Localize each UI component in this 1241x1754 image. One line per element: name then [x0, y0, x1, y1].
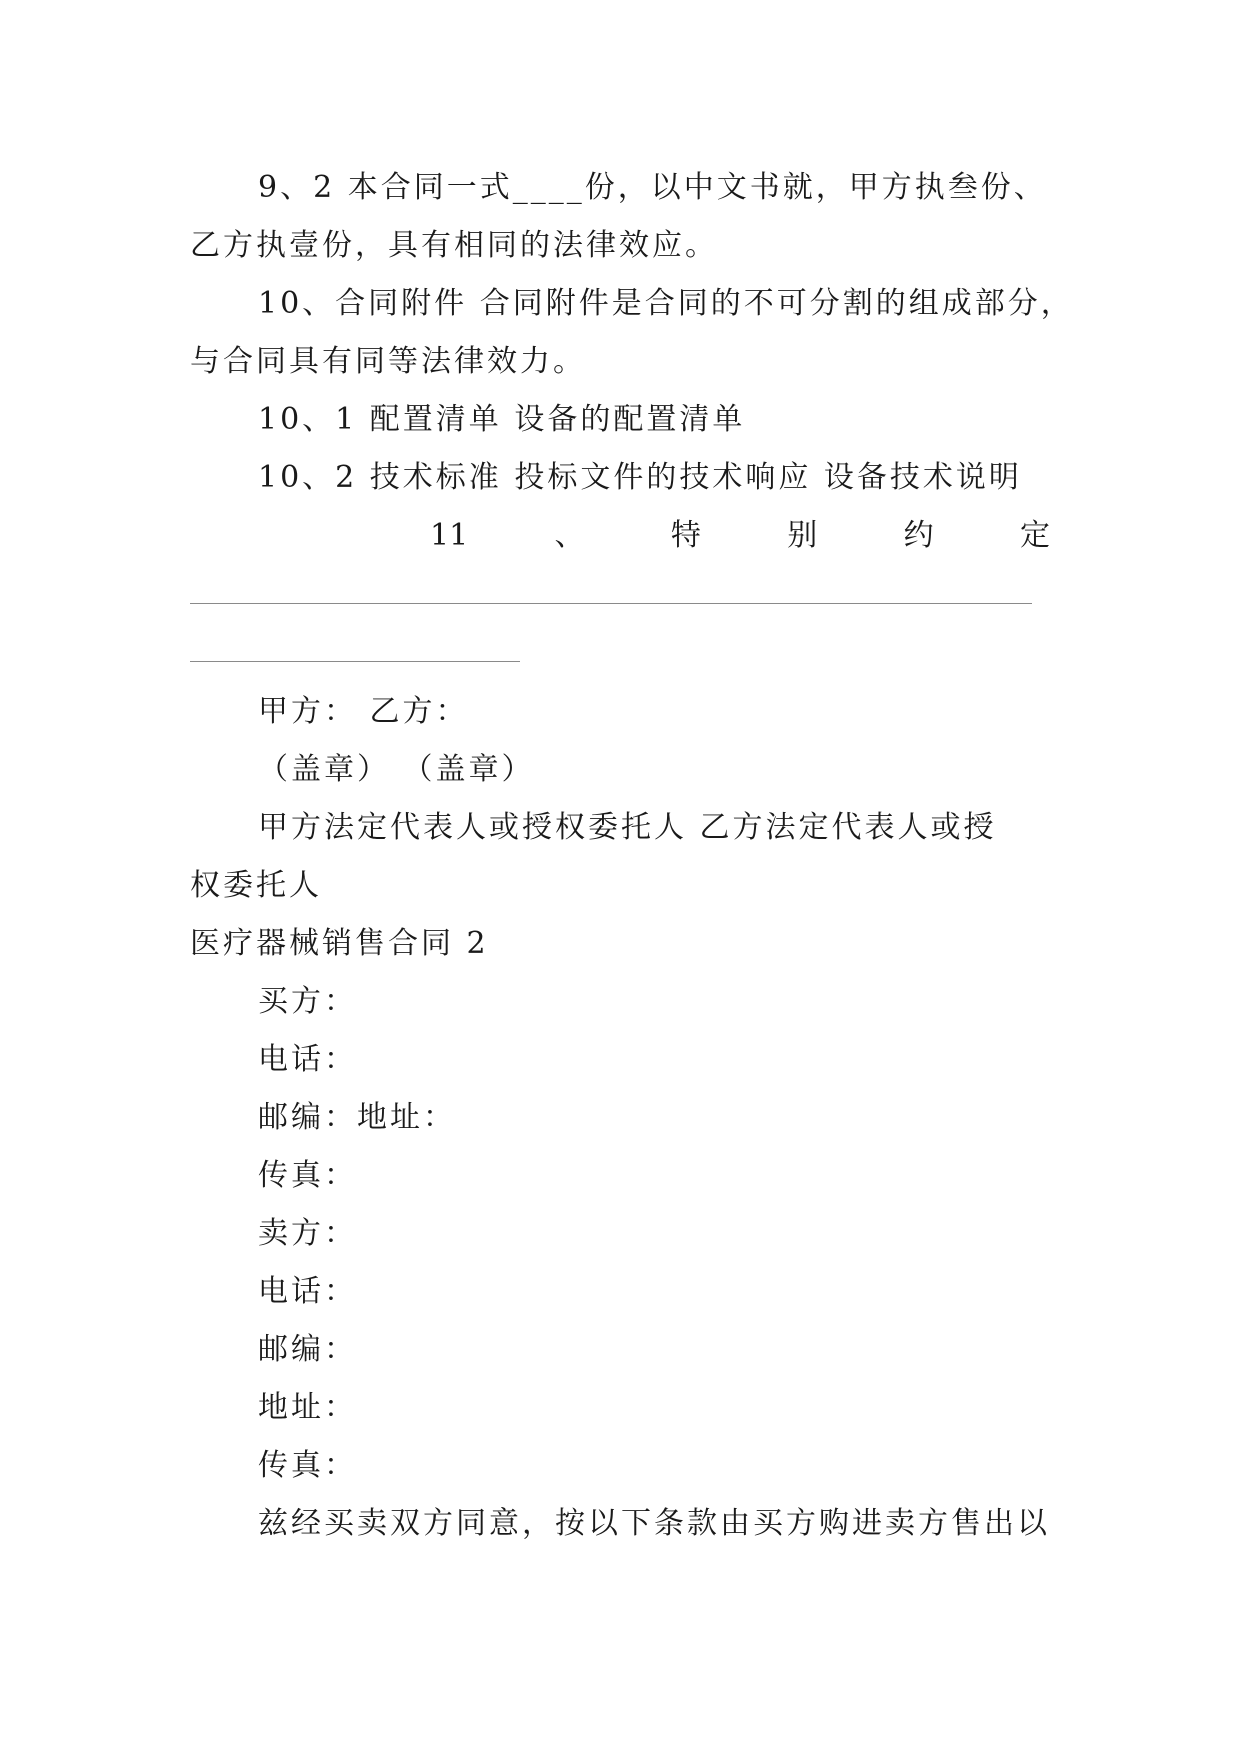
clause-11-part: 约 — [903, 518, 934, 553]
agreement-intro: 兹经买卖双方同意，按以下条款由买方购进卖方售出以 — [258, 1506, 1050, 1541]
blank-line-long — [190, 603, 1032, 604]
clause-11-part: 、 — [554, 518, 585, 553]
clause-10-line-1: 10、合同附件 合同附件是合同的不可分割的组成部分， — [258, 286, 1074, 321]
clause-11-part: 11 — [430, 518, 469, 553]
representative-line-2: 权委托人 — [190, 868, 322, 903]
buyer-zip-address-label: 邮编：地址： — [258, 1100, 456, 1135]
seal-line: （盖章） （盖章） — [258, 752, 535, 787]
clause-9-2-line-2: 乙方执壹份，具有相同的法律效应。 — [190, 228, 718, 263]
buyer-label: 买方： — [258, 984, 357, 1019]
contract-2-title: 医疗器械销售合同 2 — [190, 926, 489, 961]
clause-10-line-2: 与合同具有同等法律效力。 — [190, 344, 586, 379]
buyer-fax-label: 传真： — [258, 1158, 357, 1193]
buyer-phone-label: 电话： — [258, 1042, 357, 1077]
seller-phone-label: 电话： — [258, 1274, 357, 1309]
clause-11-heading — [430, 516, 1050, 556]
clause-11-part: 定 — [1019, 518, 1050, 553]
seller-address-label: 地址： — [258, 1390, 357, 1425]
party-line: 甲方： 乙方： — [258, 694, 469, 729]
clause-11-part: 别 — [787, 518, 818, 553]
clause-9-2-line-1: 9、2 本合同一式____份，以中文书就，甲方执叁份、 — [258, 170, 1047, 205]
clause-10-2: 10、2 技术标准 投标文件的技术响应 设备技术说明 — [258, 460, 1022, 495]
seller-label: 卖方： — [258, 1216, 357, 1251]
blank-line-short — [190, 661, 520, 662]
representative-line-1: 甲方法定代表人或授权委托人 乙方法定代表人或授 — [258, 810, 997, 845]
seller-zip-label: 邮编： — [258, 1332, 357, 1367]
seller-fax-label: 传真： — [258, 1448, 357, 1483]
clause-10-1: 10、1 配置清单 设备的配置清单 — [258, 402, 746, 437]
clause-11-part: 特 — [670, 518, 701, 553]
